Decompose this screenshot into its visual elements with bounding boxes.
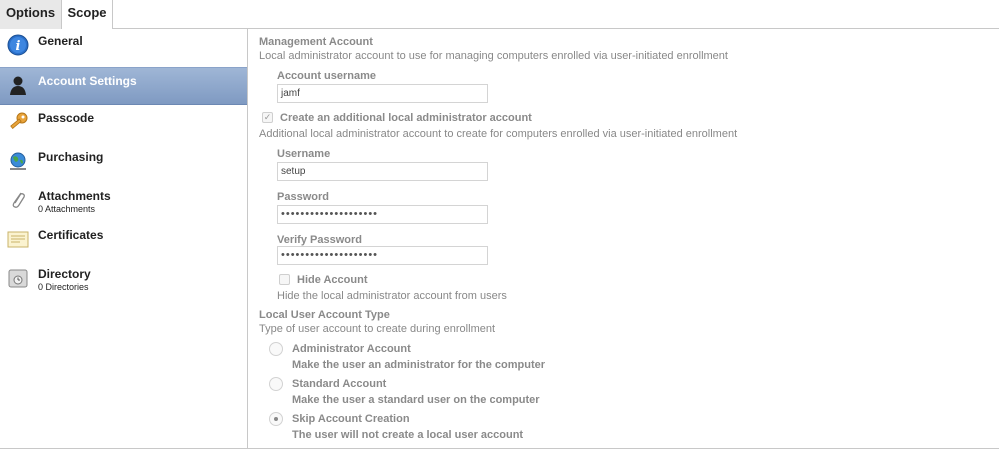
sidebar-item-purchasing[interactable]: [0, 145, 247, 183]
create-additional-desc: Additional local administrator account to create for computers enrolled via user-initiated enrollment: [259, 128, 738, 140]
key-icon: [7, 111, 29, 133]
account-settings-panel: [249, 29, 999, 449]
standard-account-radio[interactable]: [269, 377, 283, 391]
username-label: Username: [277, 148, 331, 160]
password-field[interactable]: ••••••••••••••••••••: [277, 205, 488, 224]
skip-account-creation-title: Skip Account Creation: [292, 413, 410, 425]
administrator-account-title: Administrator Account: [292, 343, 411, 355]
verify-password-field[interactable]: ••••••••••••••••••••: [277, 246, 488, 265]
sidebar-item-account-settings[interactable]: [0, 67, 247, 105]
skip-account-creation-radio[interactable]: [269, 412, 283, 426]
tab-options[interactable]: Options: [0, 0, 62, 29]
sidebar-item-sub: 0 Directories: [38, 282, 89, 292]
hide-account-label: Hide Account: [297, 274, 368, 286]
management-account-title: Management Account: [259, 36, 373, 48]
administrator-account-desc: Make the user an administrator for the computer: [292, 359, 546, 371]
standard-account-desc: Make the user a standard user on the computer: [292, 394, 540, 406]
sidebar-item-label: Passcode: [38, 111, 95, 125]
info-icon: [7, 34, 29, 56]
local-user-account-type-title: Local User Account Type: [259, 309, 390, 321]
sidebar-item-label: Directory: [38, 267, 91, 281]
sidebar: [0, 29, 248, 449]
sidebar-item-label: Purchasing: [38, 150, 104, 164]
sidebar-item-certificates[interactable]: [0, 223, 247, 261]
sidebar-item-label: General: [38, 34, 83, 48]
hide-account-desc: Hide the local administrator account from users: [277, 290, 507, 302]
bottom-divider: [0, 448, 999, 449]
password-label: Password: [277, 191, 329, 203]
administrator-account-radio[interactable]: [269, 342, 283, 356]
sidebar-item-label: Attachments: [38, 189, 111, 203]
paperclip-icon: [7, 189, 29, 211]
directory-icon: [7, 267, 29, 289]
svg-text:i: i: [15, 39, 21, 54]
standard-account-title: Standard Account: [292, 378, 387, 390]
management-account-desc: Local administrator account to use for managing computers enrolled via user-initiated enrollment: [259, 50, 728, 62]
username-field[interactable]: setup: [277, 162, 488, 181]
create-additional-label: Create an additional local administrator account: [280, 112, 532, 124]
sidebar-item-label: Certificates: [38, 228, 104, 242]
tab-scope[interactable]: Scope: [62, 0, 113, 30]
sidebar-item-general[interactable]: [0, 29, 247, 67]
sidebar-item-attachments[interactable]: [0, 184, 247, 222]
tab-bar: [0, 0, 999, 29]
sidebar-item-passcode[interactable]: [0, 106, 247, 144]
certificate-icon: [7, 228, 29, 250]
sidebar-item-label: Account Settings: [38, 74, 137, 88]
user-icon: [7, 74, 29, 96]
local-user-account-type-desc: Type of user account to create during enrollment: [259, 323, 496, 335]
checkmark-icon: ✓: [263, 112, 272, 122]
sidebar-item-directory[interactable]: [0, 262, 247, 300]
globe-icon: [7, 150, 29, 172]
sidebar-item-sub: 0 Attachments: [38, 204, 96, 214]
radio-selected-dot: [274, 417, 278, 421]
create-additional-checkbox[interactable]: [262, 112, 273, 123]
account-username-field[interactable]: jamf: [277, 84, 488, 103]
verify-password-label: Verify Password: [277, 234, 362, 246]
skip-account-creation-desc: The user will not create a local user account: [292, 429, 524, 441]
hide-account-checkbox[interactable]: [279, 274, 290, 285]
account-username-label: Account username: [277, 70, 377, 82]
